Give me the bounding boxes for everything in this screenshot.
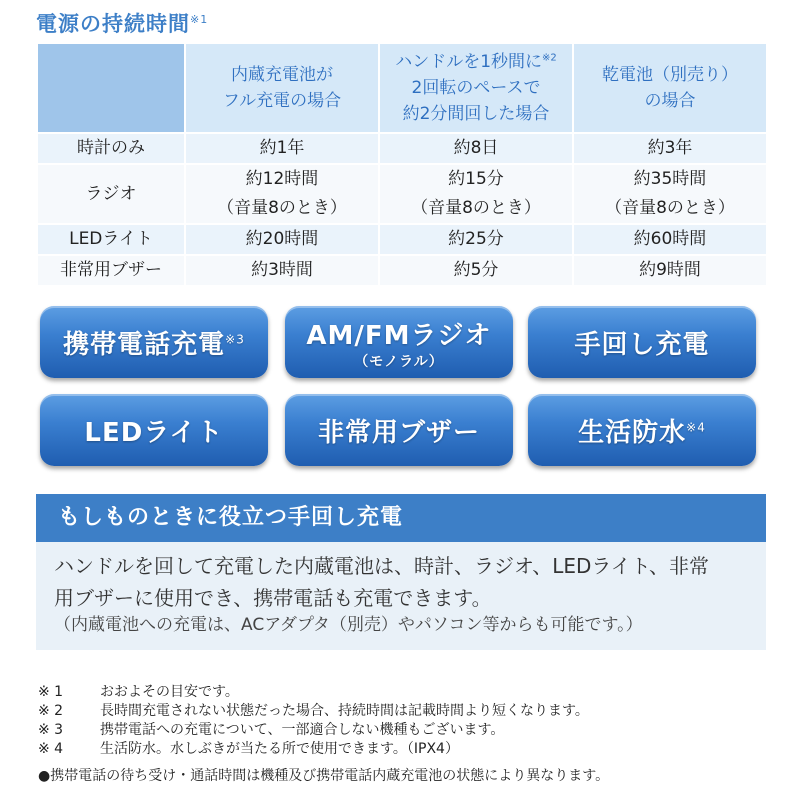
footnote: ※ 2 長時間充電されない状態だった場合、持続時間は記載時間より短くなります。 <box>38 703 589 719</box>
feature-footnote-mark: ※4 <box>686 419 706 434</box>
info-box-body <box>36 542 766 636</box>
table-cell: 約3年 <box>573 133 767 164</box>
table-row <box>37 133 767 164</box>
info-box-line: ハンドルを回して充電した内蔵電池は、時計、ラジオ、LEDライト、非常 <box>54 554 709 578</box>
feature-footnote-mark: ※3 <box>225 331 245 346</box>
feature-emergency-buzzer: 非常用ブザー <box>285 394 513 466</box>
footnote: ※ 3 携帯電話への充電について、一部適合しない機種もございます。 <box>38 722 505 738</box>
feature-am-fm-radio: AM/FMラジオ （モノラル） <box>285 306 513 378</box>
table-corner-cell <box>37 43 185 133</box>
title-footnote-mark: ※1 <box>190 13 209 26</box>
section-title <box>36 8 208 38</box>
table-row <box>37 164 767 224</box>
row-label: ラジオ <box>37 164 185 224</box>
section-title-text: 電源の持続時間 <box>36 12 190 36</box>
feature-led-light: LEDライト <box>40 394 268 466</box>
table-cell: 約3時間 <box>185 255 379 286</box>
column-header-internal-battery: 内蔵充電池が フル充電の場合 <box>185 43 379 133</box>
column-header-hand-crank: ハンドルを1秒間に$^{※2}$ 2回転のペースで 約2分間回した場合 <box>379 43 573 133</box>
column-header-dry-battery: 乾電池（別売り） の場合 <box>573 43 767 133</box>
table-header-row <box>37 43 767 133</box>
feature-mobile-charging: 携帯電話充電$^{※3}$ <box>40 306 268 378</box>
table-cell: 約5分 <box>379 255 573 286</box>
feature-water-resistant: 生活防水$^{※4}$ <box>528 394 756 466</box>
info-box-heading: もしものときに役立つ手回し充電 <box>36 494 766 542</box>
column-footnote-mark: ※2 <box>542 52 557 64</box>
table-row <box>37 224 767 255</box>
footnote: ※ 4 生活防水。水しぶきが当たる所で使用できます。（IPX4） <box>38 741 459 757</box>
table-cell: 約60時間 <box>573 224 767 255</box>
table-cell: 約8日 <box>379 133 573 164</box>
table-cell: 約25分 <box>379 224 573 255</box>
row-label: 時計のみ <box>37 133 185 164</box>
table-cell: 約12時間 （音量8のとき） <box>185 164 379 224</box>
duration-table <box>36 42 768 287</box>
table-cell: 約9時間 <box>573 255 767 286</box>
info-box-note: （内蔵電池への充電は、ACアダプタ（別売）やパソコン等からも可能です。） <box>54 615 643 635</box>
table-cell: 約35時間 （音量8のとき） <box>573 164 767 224</box>
hand-crank-info-box <box>36 494 766 650</box>
table-cell: 約15分 （音量8のとき） <box>379 164 573 224</box>
table-cell: 約1年 <box>185 133 379 164</box>
footnote: ※ 1 おおよその目安です。 <box>38 684 239 700</box>
feature-hand-crank-charging: 手回し充電 <box>528 306 756 378</box>
feature-subtitle: （モノラル） <box>354 353 444 370</box>
row-label: LEDライト <box>37 224 185 255</box>
table-row <box>37 255 767 286</box>
info-box-line: 用ブザーに使用でき、携帯電話も充電できます。 <box>54 586 492 610</box>
table-cell: 約20時間 <box>185 224 379 255</box>
final-note: ●携帯電話の待ち受け・通話時間は機種及び携帯電話内蔵充電池の状態により異なります。 <box>38 768 610 784</box>
row-label: 非常用ブザー <box>37 255 185 286</box>
footnotes <box>38 683 778 786</box>
